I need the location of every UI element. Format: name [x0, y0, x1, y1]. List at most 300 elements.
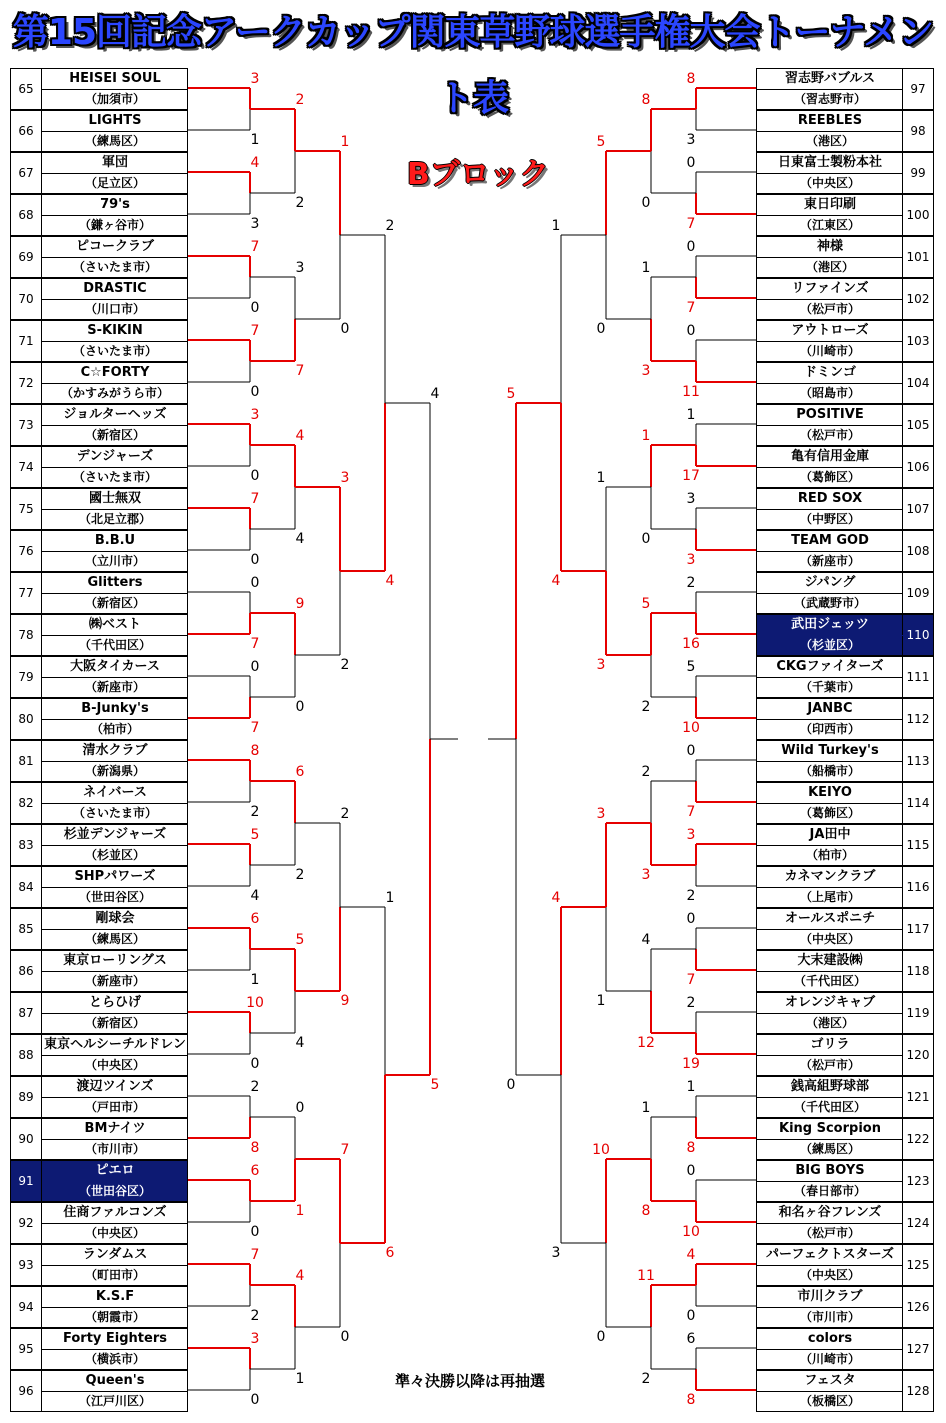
team-number: 72: [11, 363, 42, 403]
team-cell-92: [10, 1202, 188, 1244]
team-city: （葛飾区）: [799, 806, 860, 820]
team-cell-117: [756, 908, 934, 950]
score-label: 4: [686, 1247, 696, 1263]
team-number: 76: [11, 531, 42, 571]
team-cell-105: [756, 404, 934, 446]
score-label: 2: [686, 995, 696, 1011]
team-city: （練馬区）: [799, 1142, 860, 1156]
score-label: 1: [641, 1100, 651, 1116]
team-name: 武田ジェッツ: [791, 617, 869, 632]
team-name: 東京ローリングス: [63, 953, 167, 968]
team-city: （新宿区）: [84, 1016, 145, 1030]
score-label: 0: [250, 552, 260, 568]
team-number: 89: [11, 1077, 42, 1117]
team-name: ネイバース: [83, 785, 147, 800]
team-name: 渡辺ツインズ: [76, 1079, 154, 1094]
team-number: 105: [902, 405, 933, 445]
score-label: 2: [250, 1079, 260, 1095]
team-name: フェスタ: [804, 1373, 856, 1388]
team-city: （川崎市）: [799, 344, 860, 358]
team-cell-65: [10, 68, 188, 110]
team-cell-127: [756, 1328, 934, 1370]
team-city: （杉並区）: [84, 848, 145, 862]
team-city: （町田市）: [84, 1268, 145, 1282]
team-cell-70: [10, 278, 188, 320]
team-name: 市川クラブ: [797, 1289, 863, 1304]
team-city: （新宿区）: [84, 596, 145, 610]
team-cell-98: [756, 110, 934, 152]
score-label: 2: [686, 888, 696, 904]
team-name: B.B.U: [94, 533, 136, 548]
team-name: TEAM GOD: [791, 533, 869, 548]
team-name: B-Junky's: [81, 701, 149, 716]
team-name: K.S.F: [95, 1289, 135, 1304]
score-label: 3: [686, 132, 696, 148]
team-number: 92: [11, 1203, 42, 1243]
score-label: 3: [596, 657, 606, 673]
team-number: 103: [902, 321, 933, 361]
score-label: 0: [641, 531, 651, 547]
score-label: 0: [250, 384, 260, 400]
score-label: 19: [682, 1056, 700, 1072]
team-number: 69: [11, 237, 42, 277]
score-label: 0: [250, 300, 260, 316]
team-cell-106: [756, 446, 934, 488]
team-city: （江戸川区）: [78, 1394, 151, 1408]
score-label: 5: [430, 1077, 440, 1093]
team-cell-69: [10, 236, 188, 278]
score-label: 10: [682, 1224, 700, 1240]
team-name: 日東富士製粉本社: [777, 155, 882, 170]
team-name: SHPパワーズ: [74, 869, 156, 884]
team-city: （松戸市）: [799, 1058, 860, 1072]
score-label: 0: [295, 699, 305, 715]
team-city: （中野区）: [799, 512, 860, 526]
score-label: 5: [250, 827, 260, 843]
team-city: （昭島市）: [799, 386, 860, 400]
score-label: 7: [295, 363, 305, 379]
score-label: 0: [686, 323, 696, 339]
score-label: 0: [250, 1224, 260, 1240]
score-label: 6: [295, 764, 305, 780]
team-number: 108: [902, 531, 933, 571]
team-number: 124: [902, 1203, 933, 1243]
team-city: （川口市）: [84, 302, 145, 316]
team-name: ピエロ: [95, 1163, 135, 1178]
team-name: 習志野バブルス: [784, 71, 876, 86]
team-cell-114: [756, 782, 934, 824]
team-number: 100: [902, 195, 933, 235]
team-name: ピコークラブ: [75, 239, 154, 254]
score-label: 0: [686, 743, 696, 759]
score-label: 4: [551, 890, 561, 906]
team-number: 110: [902, 615, 933, 655]
team-name: 國士無双: [88, 491, 141, 506]
team-number: 82: [11, 783, 42, 823]
score-label: 1: [641, 428, 651, 444]
team-name: DRASTIC: [83, 281, 147, 296]
score-label: 1: [641, 260, 651, 276]
team-number: 81: [11, 741, 42, 781]
team-name: Glitters: [87, 575, 143, 590]
team-cell-79: [10, 656, 188, 698]
team-number: 88: [11, 1035, 42, 1075]
team-name: C☆FORTY: [80, 365, 150, 380]
team-name: 剛球会: [95, 911, 135, 926]
team-city: （世田谷区）: [78, 890, 151, 904]
team-city: （印西市）: [799, 722, 860, 736]
team-cell-90: [10, 1118, 188, 1160]
score-label: 2: [295, 867, 305, 883]
team-number: 73: [11, 405, 42, 445]
team-city: （港区）: [805, 260, 854, 274]
team-city: （習志野市）: [793, 92, 866, 106]
team-number: 68: [11, 195, 42, 235]
score-label: 2: [295, 92, 305, 108]
team-number: 102: [902, 279, 933, 319]
team-city: （柏市）: [805, 848, 854, 862]
score-label: 0: [340, 321, 350, 337]
team-cell-119: [756, 992, 934, 1034]
score-label: 1: [551, 218, 561, 234]
team-name: 大阪タイカース: [70, 659, 160, 674]
score-label: 11: [637, 1268, 655, 1284]
score-label: 6: [250, 911, 260, 927]
score-label: 7: [686, 216, 696, 232]
team-city: （世田谷区）: [78, 1184, 151, 1198]
team-cell-96: [10, 1370, 188, 1412]
score-label: 10: [246, 995, 264, 1011]
team-city: （江東区）: [799, 218, 860, 232]
score-label: 8: [686, 71, 696, 87]
team-number: 78: [11, 615, 42, 655]
score-label: 8: [641, 1203, 651, 1219]
score-label: 10: [682, 720, 700, 736]
team-name: カネマンクラブ: [784, 869, 876, 884]
team-city: （船橋市）: [799, 764, 860, 778]
team-number: 96: [11, 1371, 42, 1411]
team-number: 118: [902, 951, 933, 991]
score-label: 3: [686, 827, 696, 843]
team-name: ゴリラ: [810, 1037, 850, 1052]
team-cell-84: [10, 866, 188, 908]
team-number: 120: [902, 1035, 933, 1075]
team-number: 112: [902, 699, 933, 739]
team-cell-82: [10, 782, 188, 824]
team-city: （千代田区）: [78, 638, 151, 652]
team-name: 東日印刷: [803, 197, 856, 212]
team-number: 101: [902, 237, 933, 277]
team-number: 127: [902, 1329, 933, 1369]
team-number: 85: [11, 909, 42, 949]
team-city: （新座市）: [84, 680, 145, 694]
team-name: JANBC: [807, 701, 853, 716]
team-number: 67: [11, 153, 42, 193]
team-name: REEBLES: [797, 113, 863, 128]
team-number: 84: [11, 867, 42, 907]
score-label: 0: [250, 659, 260, 675]
team-number: 123: [902, 1161, 933, 1201]
team-number: 116: [902, 867, 933, 907]
team-city: （さいたま市）: [72, 470, 157, 484]
team-cell-125: [756, 1244, 934, 1286]
team-name: オールスポニチ: [784, 911, 876, 926]
team-city: （葛飾区）: [799, 470, 860, 484]
team-name: リファインズ: [791, 281, 869, 296]
team-city: （板橋区）: [799, 1394, 860, 1408]
team-cell-68: [10, 194, 188, 236]
team-number: 113: [902, 741, 933, 781]
team-number: 99: [902, 153, 933, 193]
team-cell-115: [756, 824, 934, 866]
score-label: 0: [250, 1056, 260, 1072]
score-label: 4: [641, 932, 651, 948]
team-city: （朝霞市）: [84, 1310, 145, 1324]
team-city: （新宿区）: [84, 428, 145, 442]
team-name: 亀有信用金庫: [790, 449, 869, 464]
score-label: 8: [686, 1392, 696, 1408]
team-city: （中央区）: [799, 176, 860, 190]
score-label: 8: [686, 1140, 696, 1156]
score-label: 12: [637, 1035, 655, 1051]
team-cell-99: [756, 152, 934, 194]
team-number: 125: [902, 1245, 933, 1285]
score-label: 1: [686, 1079, 696, 1095]
score-label: 5: [641, 596, 651, 612]
team-number: 93: [11, 1245, 42, 1285]
team-number: 107: [902, 489, 933, 529]
team-cell-128: [756, 1370, 934, 1412]
score-label: 7: [250, 239, 260, 255]
score-label: 1: [596, 993, 606, 1009]
team-number: 109: [902, 573, 933, 613]
team-name: とらひげ: [88, 995, 141, 1010]
score-label: 0: [250, 1392, 260, 1408]
team-city: （さいたま市）: [72, 344, 157, 358]
team-cell-110: [756, 614, 934, 656]
team-name: 神様: [816, 239, 843, 254]
score-label: 0: [686, 155, 696, 171]
score-label: 2: [686, 575, 696, 591]
score-label: 6: [686, 1331, 696, 1347]
score-label: 2: [340, 657, 350, 673]
team-number: 106: [902, 447, 933, 487]
score-label: 0: [641, 195, 651, 211]
team-city: （立川市）: [84, 554, 145, 568]
team-city: （川崎市）: [799, 1352, 860, 1366]
team-cell-77: [10, 572, 188, 614]
team-cell-108: [756, 530, 934, 572]
team-city: （松戸市）: [799, 428, 860, 442]
team-city: （港区）: [805, 1016, 854, 1030]
team-cell-93: [10, 1244, 188, 1286]
team-name: デンジャーズ: [76, 449, 154, 464]
score-label: 7: [250, 720, 260, 736]
team-name: S-KIKIN: [87, 323, 143, 338]
team-cell-120: [756, 1034, 934, 1076]
team-name: パーフェクトスターズ: [766, 1247, 894, 1262]
score-label: 0: [686, 1308, 696, 1324]
team-name: RED SOX: [797, 491, 863, 506]
team-number: 111: [902, 657, 933, 697]
team-city: （新座市）: [84, 974, 145, 988]
team-name: ランダムス: [82, 1247, 148, 1262]
team-city: （足立区）: [84, 176, 145, 190]
team-number: 80: [11, 699, 42, 739]
team-cell-75: [10, 488, 188, 530]
team-cell-86: [10, 950, 188, 992]
team-cell-81: [10, 740, 188, 782]
team-number: 119: [902, 993, 933, 1033]
score-label: 0: [686, 239, 696, 255]
team-city: （千代田区）: [793, 1100, 866, 1114]
team-cell-80: [10, 698, 188, 740]
score-label: 2: [385, 218, 395, 234]
score-label: 1: [250, 132, 260, 148]
team-name: POSITIVE: [796, 407, 864, 422]
team-name: 大末建設㈱: [797, 953, 863, 968]
score-label: 0: [250, 468, 260, 484]
team-number: 91: [11, 1161, 42, 1201]
score-label: 3: [340, 470, 350, 486]
score-label: 10: [592, 1142, 610, 1158]
score-label: 3: [641, 867, 651, 883]
team-number: 79: [11, 657, 42, 697]
score-label: 7: [250, 636, 260, 652]
team-number: 121: [902, 1077, 933, 1117]
team-city: （上尾市）: [799, 890, 860, 904]
score-label: 7: [340, 1142, 350, 1158]
team-number: 86: [11, 951, 42, 991]
score-label: 3: [250, 407, 260, 423]
score-label: 7: [250, 1247, 260, 1263]
team-city: （練馬区）: [84, 932, 145, 946]
block-label: Bブロック: [406, 157, 550, 192]
score-label: 5: [686, 659, 696, 675]
team-name: 軍団: [101, 155, 128, 170]
score-label: 3: [250, 1331, 260, 1347]
score-label: 4: [250, 888, 260, 904]
team-number: 94: [11, 1287, 42, 1327]
team-name: Forty Eighters: [63, 1331, 167, 1346]
team-name: CKGファイターズ: [776, 659, 884, 674]
team-name: 東京ヘルシーチルドレン: [44, 1037, 186, 1052]
team-cell-88: [10, 1034, 188, 1076]
team-cell-107: [756, 488, 934, 530]
team-cell-95: [10, 1328, 188, 1370]
team-name: ドミンゴ: [803, 365, 856, 380]
score-label: 6: [250, 1163, 260, 1179]
team-cell-85: [10, 908, 188, 950]
team-city: （加須市）: [84, 92, 145, 106]
team-cell-89: [10, 1076, 188, 1118]
team-number: 65: [11, 69, 42, 109]
score-label: 0: [250, 575, 260, 591]
team-number: 117: [902, 909, 933, 949]
team-number: 128: [902, 1371, 933, 1411]
score-label: 3: [250, 216, 260, 232]
team-number: 87: [11, 993, 42, 1033]
score-label: 3: [686, 552, 696, 568]
team-cell-126: [756, 1286, 934, 1328]
team-city: （練馬区）: [84, 134, 145, 148]
team-city: （市川市）: [84, 1142, 145, 1156]
team-cell-104: [756, 362, 934, 404]
team-cell-122: [756, 1118, 934, 1160]
team-cell-72: [10, 362, 188, 404]
team-name: Queen's: [85, 1373, 145, 1388]
score-label: 0: [596, 1329, 606, 1345]
team-name: KEIYO: [808, 785, 852, 800]
score-label: 3: [250, 71, 260, 87]
score-label: 0: [340, 1329, 350, 1345]
team-number: 70: [11, 279, 42, 319]
score-label: 1: [295, 1203, 305, 1219]
score-label: 1: [340, 134, 350, 150]
team-cell-87: [10, 992, 188, 1034]
team-cell-71: [10, 320, 188, 362]
team-city: （戸田市）: [84, 1100, 145, 1114]
score-label: 5: [596, 134, 606, 150]
score-label: 8: [250, 743, 260, 759]
team-cell-100: [756, 194, 934, 236]
score-label: 4: [250, 155, 260, 171]
team-number: 77: [11, 573, 42, 613]
team-number: 114: [902, 783, 933, 823]
team-cell-121: [756, 1076, 934, 1118]
team-name: colors: [807, 1331, 853, 1346]
team-city: （鎌ヶ谷市）: [78, 218, 151, 232]
team-cell-113: [756, 740, 934, 782]
team-city: （新潟県）: [84, 764, 145, 778]
score-label: 0: [295, 1100, 305, 1116]
team-name: 79's: [100, 197, 130, 212]
score-label: 1: [385, 890, 395, 906]
score-label: 7: [250, 323, 260, 339]
score-label: 2: [641, 699, 651, 715]
score-label: 4: [295, 531, 305, 547]
team-name: ㈱ベスト: [88, 617, 141, 632]
team-name: オレンジキャブ: [784, 995, 876, 1010]
team-name: 杉並デンジャーズ: [63, 827, 167, 842]
team-city: （かすみがうら市）: [60, 386, 169, 400]
score-label: 4: [430, 386, 440, 402]
team-city: （中央区）: [84, 1058, 145, 1072]
team-cell-67: [10, 152, 188, 194]
team-cell-97: [756, 68, 934, 110]
team-cell-103: [756, 320, 934, 362]
team-city: （北足立郡）: [78, 512, 151, 526]
score-label: 4: [385, 573, 395, 589]
team-cell-111: [756, 656, 934, 698]
score-label: 3: [596, 806, 606, 822]
team-name: BMナイツ: [84, 1121, 146, 1136]
score-label: 4: [295, 1268, 305, 1284]
team-name: 銭高組野球部: [790, 1079, 869, 1094]
score-label: 3: [551, 1245, 561, 1261]
score-label: 1: [250, 972, 260, 988]
team-name: 和名ヶ谷フレンズ: [778, 1205, 882, 1220]
score-label: 9: [295, 596, 305, 612]
score-label: 2: [295, 195, 305, 211]
team-cell-83: [10, 824, 188, 866]
team-cell-101: [756, 236, 934, 278]
team-name: Wild Turkey's: [781, 743, 879, 758]
score-label: 0: [686, 911, 696, 927]
score-label: 7: [686, 972, 696, 988]
team-cell-66: [10, 110, 188, 152]
score-label: 5: [295, 932, 305, 948]
